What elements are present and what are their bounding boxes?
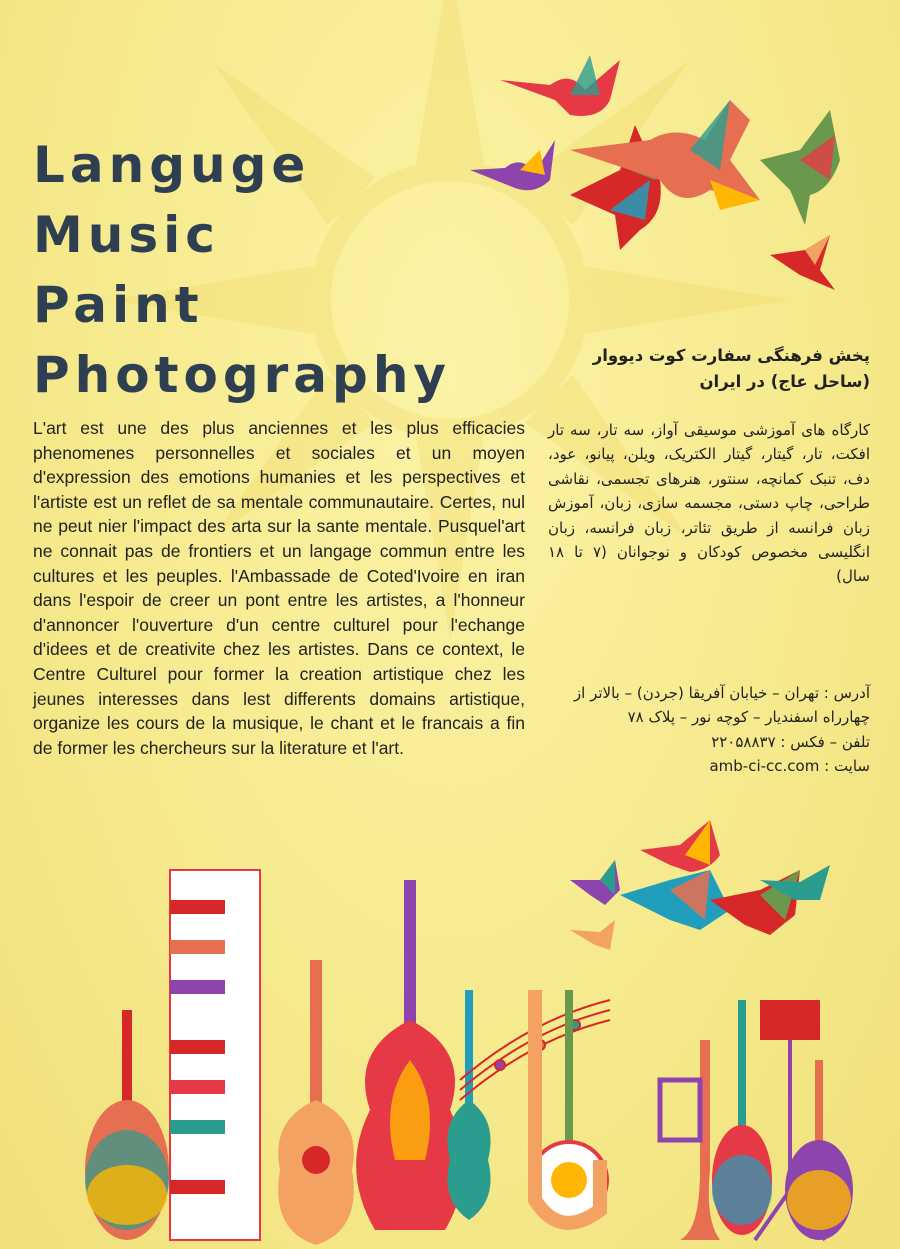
- address: آدرس : تهران – خیابان آفریقا (جردن) – بالاتر از چهارراه اسفندیار – کوچه نور – پلاک ۷۸: [573, 684, 870, 727]
- headline-word-3: Paint: [33, 276, 204, 334]
- hummingbird-icon: [760, 110, 840, 225]
- persian-title: [540, 343, 870, 395]
- hummingbird-icon: [500, 55, 620, 116]
- mandolin-icon: [85, 1010, 169, 1240]
- website-url: amb-ci-cc.com: [709, 757, 820, 776]
- headline-word-4: Photography: [33, 346, 452, 404]
- website-label: سایت :: [824, 757, 870, 776]
- violin-icon: [447, 990, 490, 1220]
- trumpet-icon: [650, 1040, 720, 1240]
- headline-word-2: Music: [33, 206, 220, 264]
- headline: [33, 130, 451, 410]
- website: [548, 754, 870, 778]
- hummingbird-icon: [470, 140, 555, 190]
- guitar-icon: [278, 960, 354, 1245]
- phone: تلفن – فکس : ۲۲۰۵۸۸۳۷: [711, 732, 870, 751]
- persian-description: کارگاه های آموزشی موسیقی آواز، سه تار، سه تار افکت، تار، گیتار، گیتار الکتریک، ویلن، پیانو، عود، دف، تنبک کمانچه، سنتور، هنرهای تجسمی، نقاشی طراحی، چاپ دستی، مجسمه سازی، زبان، آموزش زبان فرانسه از طریق تئاتر، زبان فرانسه، زبان انگلیسی مخصوص کودکان و نوجوانان (۷ تا ۱۸ سال): [548, 421, 871, 586]
- french-description: L'art est une des plus anciennes et les plus efficacies phenomenes personnelles et sociales et un moyen d'expression des emotions humanies et les perspectives et l'artiste est un reflet de sa mentale communautaire. Certes, nul ne peut nier l'impact des arta sur la sante mentale. Pusquel'art ne connait pas de frontiers et un langage commun entre les cultures et les peuples. l'Ambassade de Coted'Ivoire en iran dans l'espoir de creer un pont entre les artistes, a l'honneur d'annoncer l'ouverture d'un centre culturel pour l'echange d'idees et de creativite chez les artistes. Dans ce context, le Centre Culturel pour former la creation artistique chez les jeunes interesses dans lest differents domains artistique, organize les cours de la musique, le chant et le francais a fin de former les chercheurs sur la literature et l'art.: [33, 418, 525, 758]
- persian-contact: [548, 681, 870, 779]
- headline-word-1: Languge: [33, 136, 311, 194]
- instruments-illustration: [0, 860, 900, 1249]
- persian-title-line-1: پخش فرهنگی سفارت کوت دیووار: [592, 346, 870, 365]
- hummingbirds-top-icon: [460, 40, 870, 290]
- piano-keys-icon: [170, 870, 260, 1240]
- persian-title-line-2: (ساحل عاج) در ایران: [699, 372, 870, 391]
- hummingbird-icon: [770, 235, 835, 290]
- lute-icon: [785, 1060, 853, 1240]
